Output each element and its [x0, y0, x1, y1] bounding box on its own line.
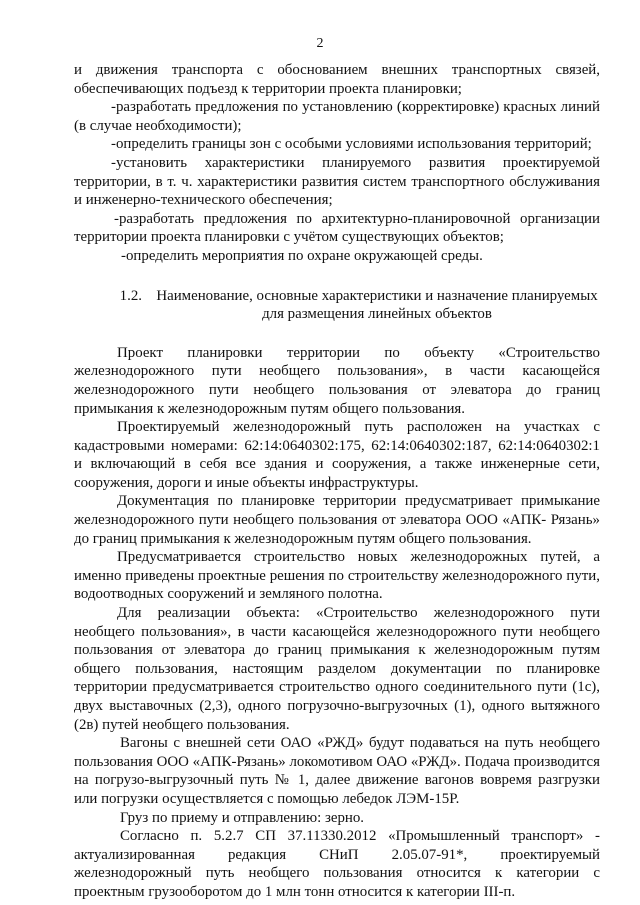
page-number: 2 [316, 36, 324, 51]
paragraph-implementation: Для реализации объекта: «Строительство железнодорожного пути необщего пользования», в части касающейся железнодорожного пути необщего пользования от элеватора до границ примыкания к железнодорожным путям общего пользования, настоящим разделом документации по планировке территории предусматривается строительство одного соединительного пути (1с), двух выставочных (2,3), одного погрузочно-выгрузочных (1), одного вытяжного (2в) путей необщего пользования. [74, 605, 600, 733]
list-item-environment: -определить мероприятия по охране окружающей среды. [121, 247, 483, 264]
section-heading [74, 287, 600, 324]
paragraph-cargo: Груз по приему и отправлению: зерно. [120, 809, 365, 826]
list-item-zones: -определить границы зон с особыми условиями использования территорий; [111, 136, 592, 153]
paragraph-cadastral: Проектируемый железнодорожный путь расположен на участках с кадастровыми номерами: 62:14:0640302:175, 62:14:0640302:187, 62:14:0640302:1 и включающий в себя все здания и сооружения, а также инженерные сети, сооружения, дороги и иные объекты инфраструктуры. [74, 419, 600, 491]
section-title-line2: для размещения линейных объектов [262, 306, 492, 323]
paragraph-documentation: Документация по планировке территории предусматривает примыкание железнодорожного пути необщего пользования от элеватора ООО «АПК- Рязань» до границ примыкания к железнодорожным путям общего пользования. [74, 493, 600, 547]
paragraph-project: Проект планировки территории по объекту «Строительство железнодорожного пути необщего пользования», в части касающейся железнодорожного пути необщего пользования от элеватора до границ примыкания к железнодорожным путям общего пользования. [74, 344, 600, 417]
list-item-red-lines: -разработать предложения по установлению (корректировке) красных линий (в случае необходимости); [74, 99, 600, 134]
section-number: 1.2. [119, 287, 142, 304]
list-item-characteristics: -установить характеристики планируемого развития проектируемой территории, в т. ч. характеристики развития систем транспортного обслуживания и инженерно-технического обеспечения; [74, 154, 600, 209]
paragraph-construction: Предусматривается строительство новых железнодорожных путей, а именно приведены проектные решения по строительству железнодорожного пути, водоотводных сооружений и земляного полотна. [74, 549, 600, 603]
list-item-architecture: -разработать предложения по архитектурно-планировочной организации территории проекта планировки с учётом существующих объектов; [74, 210, 600, 246]
document-body [74, 61, 600, 902]
paragraph-transport: и движения транспорта с обоснованием внешних транспортных связей, обеспечивающих подъезд к территории проекта планировки; [74, 62, 600, 97]
section-title-line1: Наименование, основные характеристики и назначение планируемых [156, 287, 598, 304]
paragraph-wagons: Вагоны с внешней сети ОАО «РЖД» будут подаваться на путь необщего пользования ООО «АПК-Рязань» локомотивом ОАО «РЖД». Подача производится на погрузо-выгрузочный путь № 1, далее движение вагонов вовремя разгрузки или погрузки осуществляется с помощью лебедок ЛЭМ-15Р. [74, 735, 600, 807]
paragraph-category: Согласно п. 5.2.7 СП 37.11330.2012 «Промышленный транспорт» - актуализированная редакция СНиП 2.05.07-91*, проектируемый железнодорожный путь необщего пользования относится к категории с проектным грузооборотом до 1 млн тонн относится к категории III-п. [74, 828, 600, 900]
